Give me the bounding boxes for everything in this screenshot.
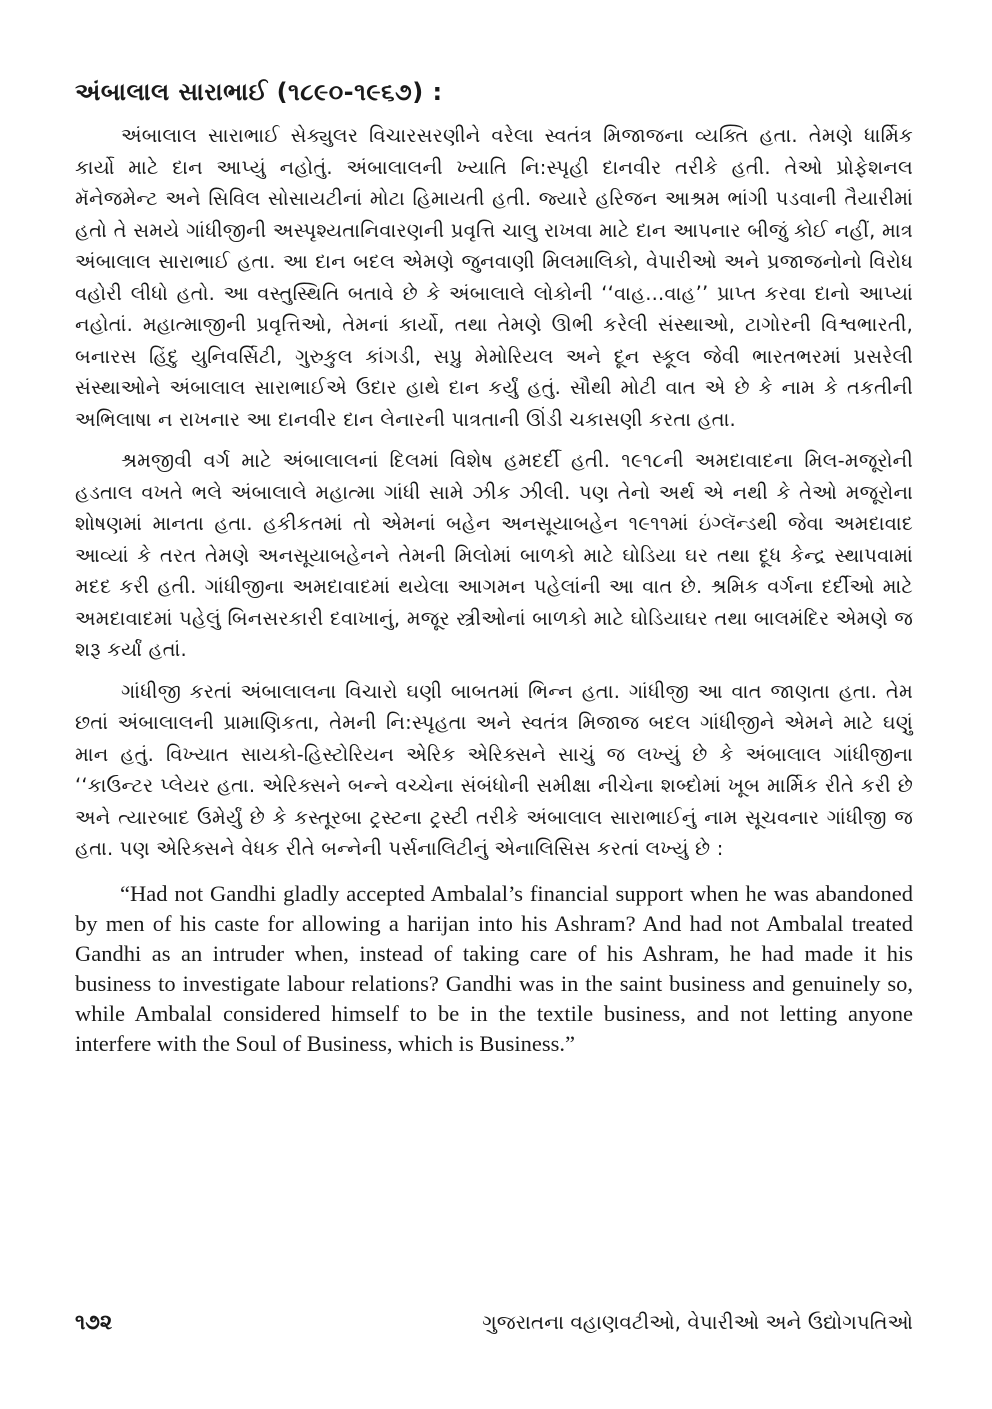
paragraph-gandhi-relation: ગાંધીજી કરતાં અંબાલાલના વિચારો ઘણી બાબતમાં ભિન્ન હતા. ગાંધીજી આ વાત જાણતા હતા. તેમ છતાં અંબાલાલની પ્રામાણિકતા, તેમની નિ:સ્પૃહતા અને સ્વતંત્ર મિજાજ બદલ ગાંધીજીને એમને માટે ઘણું માન હતું. વિખ્યાત સાયકો-હિસ્ટોરિયન એરિક એરિક્સને સાચું જ લખ્યું છે કે અંબાલાલ ગાંધીજીના ‘‘કાઉન્ટર પ્લેયર હતા. એરિક્સને બન્ને વચ્ચેના સંબંધોની સમીક્ષા નીચેના શબ્દોમાં ખૂબ માર્મિક રીતે કરી છે અને ત્યારબાદ ઉમેર્યું છે કે કસ્તૂરબા ટ્રસ્ટના ટ્રસ્ટી તરીકે અંબાલાલ સારાભાઈનું નામ સૂચવનાર ગાંધીજી જ હતા. પણ એરિક્સને વેધક રીતે બન્નેની પર્સનાલિટીનું એનાલિસિસ કરતાં લખ્યું છે : (75, 679, 913, 860)
section-heading: અંબાલાલ સારાભાઈ (૧૮૯૦-૧૯૬૭) : (75, 78, 443, 106)
paragraph-donations: અંબાલાલ સારાભાઈ સેક્યુલર વિચારસરણીને વરેલા સ્વતંત્ર મિજાજના વ્યક્તિ હતા. તેમણે ધાર્મિક કાર્યો માટે દાન આપ્યું નહોતું. અંબાલાલની ખ્યાતિ નિ:સ્પૃહી દાનવીર તરીકે હતી. તેઓ પ્રોફેશનલ મૅનેજમેન્ટ અને સિવિલ સોસાયટીનાં મોટા હિમાયતી હતી. જ્યારે હરિજન આશ્રમ ભાંગી પડવાની તૈયારીમાં હતો તે સમયે ગાંધીજીની અસ્પૃશ્યતાનિવારણની પ્રવૃત્તિ ચાલુ રાખવા માટે દાન આપનાર બીજું કોઈ નહીં, માત્ર અંબાલાલ સારાભાઈ હતા. આ દાન બદલ એમણે જુનવાણી મિલમાલિકો, વેપારીઓ અને પ્રજાજનોનો વિરોધ વહોરી લીધો હતો. આ વસ્તુસ્થિતિ બતાવે છે કે અંબાલાલે લોકોની ‘‘વાહ...વાહ’’ પ્રાપ્ત કરવા દાનો આપ્યાં નહોતાં. મહાત્માજીની પ્રવૃત્તિઓ, તેમનાં કાર્યો, તથા તેમણે ઊભી કરેલી સંસ્થાઓ, ટાગોરની વિશ્વભારતી, બનારસ હિંદુ યુનિવર્સિટી, ગુરુકુલ કાંગડી, સપ્રુ મેમોરિયલ અને દૂન સ્કૂલ જેવી ભારતભરમાં પ્રસરેલી સંસ્થાઓને અંબાલાલ સારાભાઈએ ઉદાર હાથે દાન કર્યું હતું. સૌથી મોટી વાત એ છે કે નામ કે તકતીની અભિલાષા ન રાખનાર આ દાનવીર દાન લેનારની પાત્રતાની ઊંડી ચકાસણી કરતા હતા. (75, 124, 913, 431)
paragraph-labour: શ્રમજીવી વર્ગ માટે અંબાલાલનાં દિલમાં વિશેષ હમદર્દી હતી. ૧૯૧૮ની અમદાવાદના મિલ-મજૂરોની હડતાલ વખતે ભલે અંબાલાલે મહાત્મા ગાંધી સામે ઝીક ઝીલી. પણ તેનો અર્થ એ નથી કે તેઓ મજૂરોના શોષણમાં માનતા હતા. હકીકતમાં તો એમનાં બહેન અનસૂયાબહેન ૧૯૧૧માં ઇંગ્લૅન્ડથી જેવા અમદાવાદ આવ્યાં કે તરત તેમણે અનસૂયાબહેનને તેમની મિલોમાં બાળકો માટે ઘોડિયા ઘર તથા દૂધ કેન્દ્ર સ્થાપવામાં મદદ કરી હતી. ગાંધીજીના અમદાવાદમાં થયેલા આગમન પહેલાંની આ વાત છે. શ્રમિક વર્ગના દર્દીઓ માટે અમદાવાદમાં પહેલું બિનસરકારી દવાખાનું, મજૂર સ્ત્રીઓનાં બાળકો માટે ઘોડિયાઘર તથા બાલમંદિર એમણે જ શરૂ કર્યાં હતાં. (75, 449, 913, 661)
page-number: ૧૭૨ (75, 1310, 113, 1334)
erikson-quote: “Had not Gandhi gladly accepted Ambalal’s financial support when he was abandoned by men of his caste for allowing a harijan into his Ashram? And had not Ambalal treated Gandhi as an intruder when, instead of taking care of his Ashram, he had made it his business to investigate labour relations? Gandhi was in the saint business and genuinely so, while Ambalal considered himself to be in the textile business, and not letting anyone interfere with the Soul of Business, which is Business.” (75, 880, 913, 1056)
page-footer (75, 1310, 913, 1350)
page-body (75, 120, 913, 1059)
running-title: ગુજરાતના વહાણવટીઓ, વેપારીઓ અને ઉદ્યોગપતિઓ (482, 1310, 913, 1334)
